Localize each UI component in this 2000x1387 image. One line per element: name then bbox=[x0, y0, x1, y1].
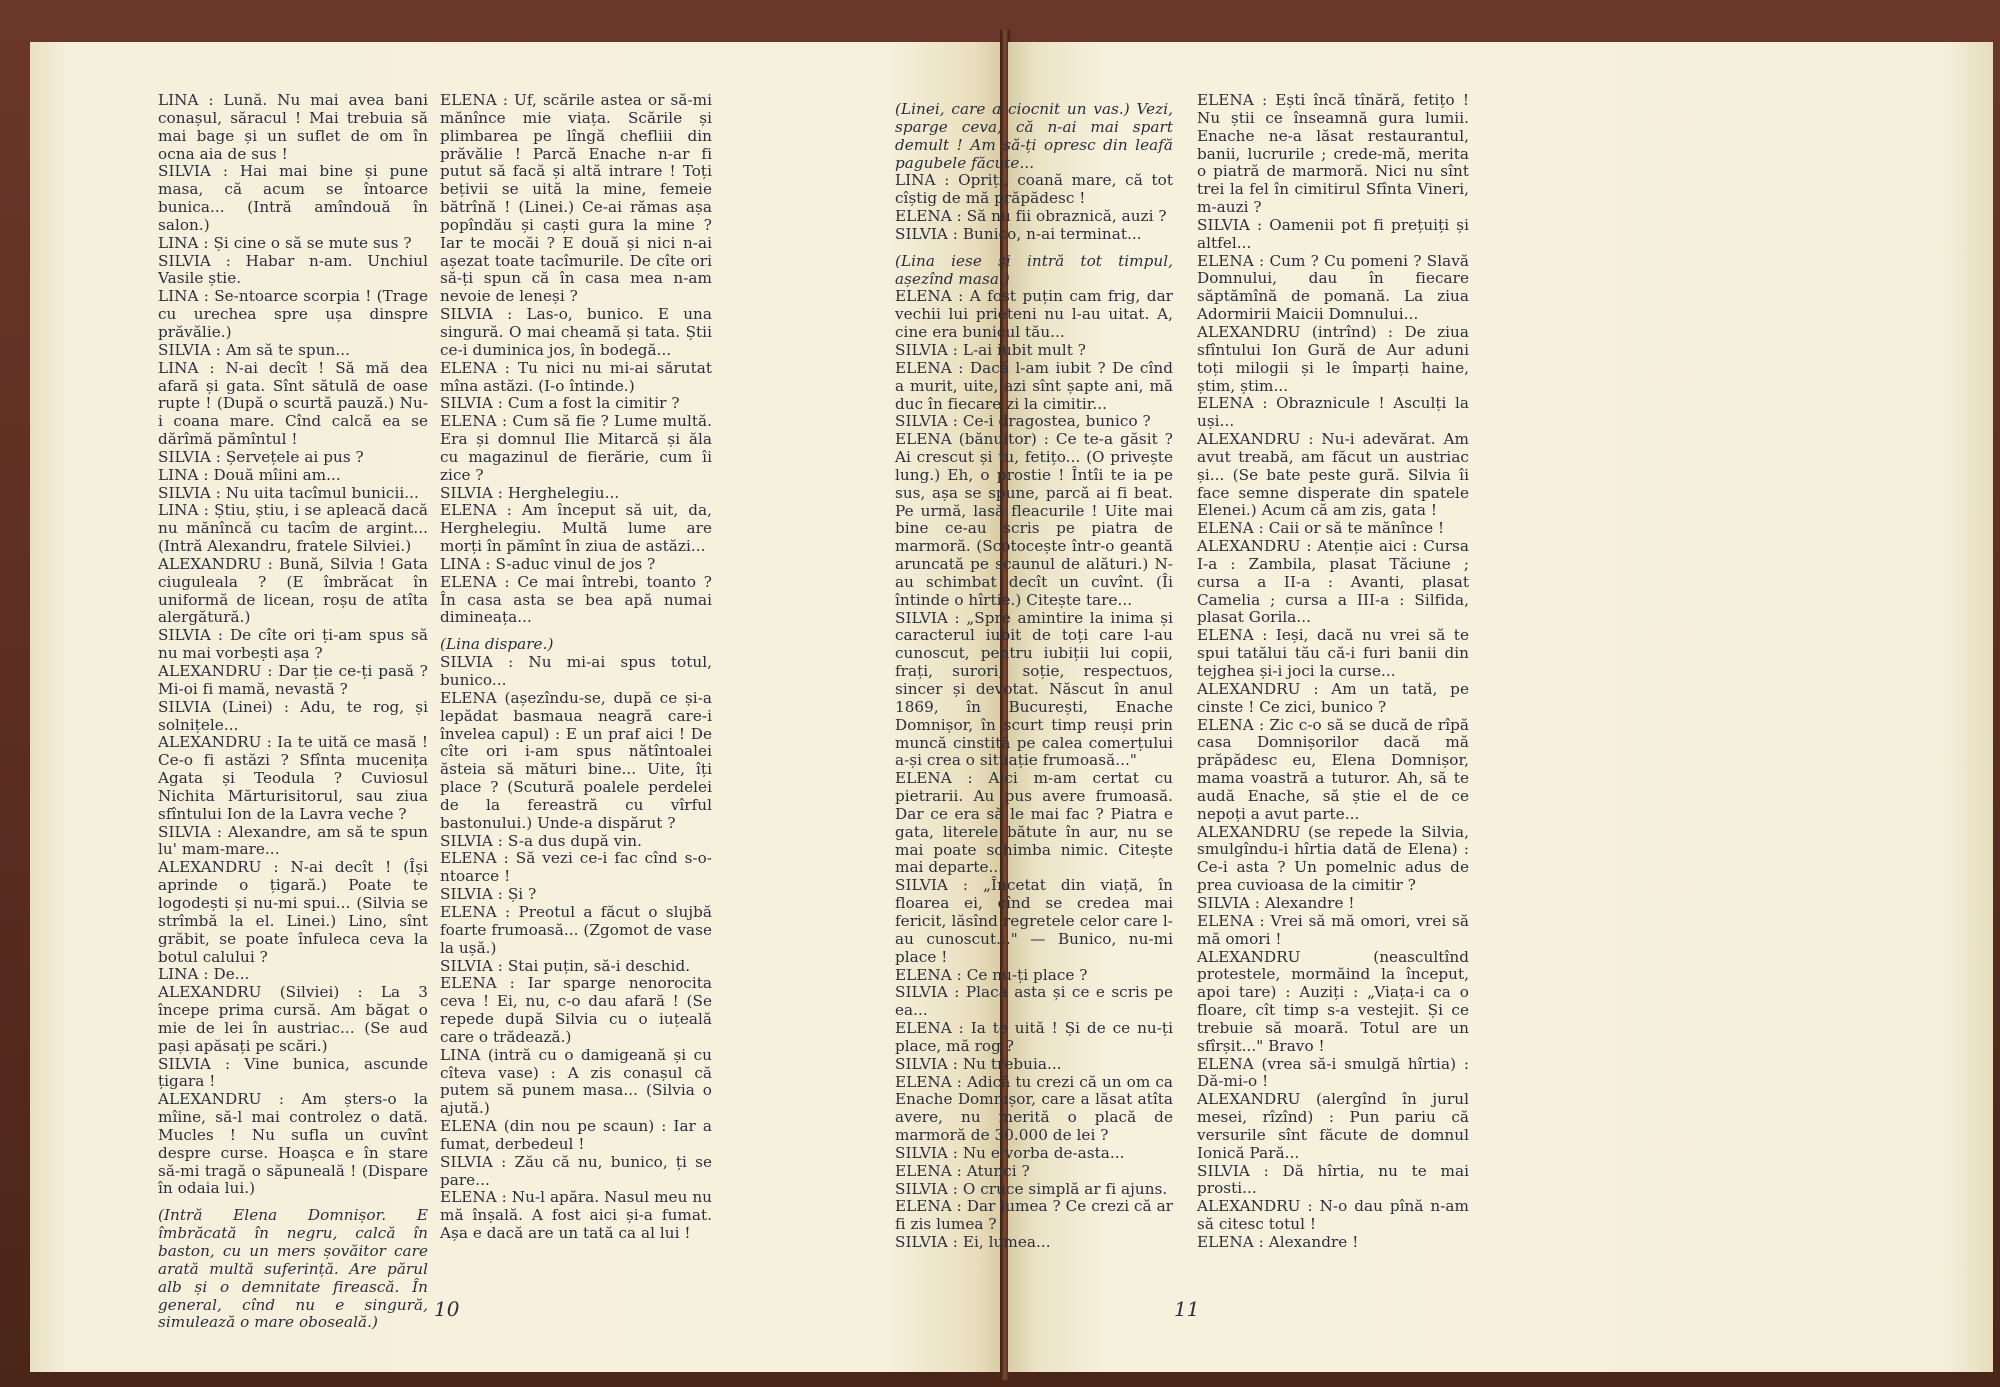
dialogue-line: ELENA : Ce mai întrebi, toanto ? În casa asta se bea apă numai dimineața... bbox=[440, 572, 712, 627]
dialogue-line: ALEXANDRU : Am un tată, pe cinste ! Ce zici, bunico ? bbox=[1197, 679, 1469, 716]
dialogue-line: ELENA : Uf, scările astea or să-mi mănînce mie viața. Scările și plimbarea pe lîngă chefliii din prăvălie ! Parcă Enache n-ar fi putut să facă și altă intrare ! Toți bețivii se uită la mine, femeie bătrînă ! (Linei.) Ce-ai rămas așa popîndău și caști gura la mine ? Iar te mocăi ? E două și nici n-ai așezat toate tacîmurile. De cîte ori să-ți spun că în casa mea n-am nevoie de leneși ? bbox=[440, 91, 712, 306]
dialogue-line: SILVIA : Placa asta și ce e scris pe ea... bbox=[895, 983, 1173, 1020]
dialogue-line: ELENA : Ești încă tînără, fetițo ! Nu știi ce înseamnă gura lumii. Enache ne-a lăsat restaurantul, banii, lucrurile ; crede-mă, merita o piatră de marmoră. Nici nu sînt trei la fel în cimitirul Sfînta Vineri, m-auzi ? bbox=[1197, 91, 1469, 217]
dialogue-line: ELENA (din nou pe scaun) : Iar a fumat, derbedeul ! bbox=[440, 1117, 712, 1153]
dialogue-line: ELENA : Dacă l-am iubit ? De cînd a murit, uite, azi sînt șapte ani, mă duc în fiecare zi la cimitir... bbox=[895, 358, 1173, 413]
column-1 bbox=[158, 92, 428, 1332]
page-number: 10 bbox=[434, 1297, 460, 1321]
dialogue-line: ELENA : A fost puțin cam frig, dar vechii lui prieteni nu l-au uitat. A, cine era bunicul tău... bbox=[895, 287, 1173, 342]
dialogue-line: ELENA : Am început să uit, da, Herghelegiu. Multă lume are morți în pămînt în ziua de astăzi... bbox=[440, 501, 712, 556]
dialogue-line: SILVIA : Nu uita tacîmul bunicii... bbox=[158, 483, 419, 502]
column-4 bbox=[1197, 92, 1469, 1252]
dialogue-line: ELENA : Obraznicule ! Asculți la uși... bbox=[1197, 394, 1469, 431]
dialogue-line: ELENA : Alexandre ! bbox=[1197, 1233, 1359, 1251]
dialogue-line: LINA : Se-ntoarce scorpia ! (Trage cu urechea spre ușa dinspre prăvălie.) bbox=[158, 287, 428, 341]
dialogue-line: ELENA : Zic c-o să se ducă de rîpă casa Domnișorilor dacă mă prăpădesc eu, Elena Domnișor, mama voastră a tuturor. Ah, să te audă Enache, să știe el de ce nepoți a avut parte... bbox=[1197, 715, 1469, 823]
dialogue-line: SILVIA : Vine bunica, ascunde țigara ! bbox=[158, 1054, 428, 1091]
dialogue-line: (Linei, care a ciocnit un vas.) Vezi, sparge ceva, că n-ai mai spart demult ! Am să-ți opresc din leafă pagubele făcute... bbox=[895, 100, 1173, 172]
dialogue-line: ELENA : Iar sparge nenorocita ceva ! Ei, nu, c-o dau afară ! (Se repede după Silvia cu o iuțeală care o trădează.) bbox=[440, 974, 712, 1046]
dialogue-line: ALEXANDRU (Silviei) : La 3 începe prima cursă. Am băgat o mie de lei în austriac... (Se aud pași apăsați pe scări.) bbox=[158, 983, 428, 1055]
dialogue-line: LINA : Știu, știu, i se apleacă dacă nu mănîncă cu tacîm de argint... (Intră Alexandru, fratele Silviei.) bbox=[158, 501, 428, 556]
dialogue-line: LINA : S-aduc vinul de jos ? bbox=[440, 554, 656, 573]
dialogue-line: ELENA : Să vezi ce-i fac cînd s-o-ntoarce ! bbox=[440, 849, 712, 886]
dialogue-line: SILVIA : Și ? bbox=[440, 885, 537, 904]
dialogue-line: ELENA : Nu-l apăra. Nasul meu nu mă înșală. A fost aici și-a fumat. Așa e dacă are un tată ca al lui ! bbox=[440, 1188, 712, 1243]
dialogue-line: ELENA : Vrei să mă omori, vrei să mă omori ! bbox=[1197, 911, 1469, 948]
dialogue-line: SILVIA : Zău că nu, bunico, ți se pare... bbox=[440, 1152, 712, 1189]
dialogue-line: SILVIA : L-ai iubit mult ? bbox=[895, 340, 1086, 359]
dialogue-line: SILVIA (Linei) : Adu, te rog, și solnițele... bbox=[158, 697, 428, 734]
dialogue-line: ELENA : Caii or să te mănînce ! bbox=[1197, 519, 1445, 538]
dialogue-line: (Lina dispare.) bbox=[440, 635, 554, 654]
dialogue-line: SILVIA : S-a dus după vin. bbox=[440, 831, 642, 850]
dialogue-line: SILVIA : Ei, lumea... bbox=[895, 1233, 1051, 1252]
dialogue-line: SILVIA : Oamenii pot fi prețuiți și altfel... bbox=[1197, 215, 1469, 252]
dialogue-line: SILVIA : De cîte ori ți-am spus să nu mai vorbești așa ? bbox=[158, 626, 428, 663]
dialogue-line: SILVIA : „Încetat din viață, în floarea ei, cînd se credea mai fericit, lăsînd regretele celor care l-au cunoscut..." — Bunico, nu-mi place ! bbox=[895, 876, 1173, 966]
dialogue-line: SILVIA : Dă hîrtia, nu te mai prosti... bbox=[1197, 1161, 1469, 1198]
dialogue-line: SILVIA : Herghelegiu... bbox=[440, 483, 620, 502]
dialogue-line: SILVIA : Las-o, bunico. E una singură. O mai cheamă și tata. Știi ce-i duminica jos, în bodegă... bbox=[440, 305, 712, 359]
dialogue-line: LINA : Opriți, coană mare, că tot cîștig de mă prăpădesc ! bbox=[895, 171, 1173, 208]
dialogue-line: SILVIA : Nu mi-ai spus totul, bunico... bbox=[440, 653, 712, 689]
dialogue-line: SILVIA : Am să te spun... bbox=[158, 340, 350, 359]
dialogue-line: SILVIA : „Spre amintire la inima și caracterul iubit de toți care l-au cunoscut, pentru iubiții lui copii, frați, surori, soție, respectuos, sincer și devotat. Născut în anul 1869, în București, Enache Domnișor, în scurt timp reuși prin muncă cinstită pe calea comerțului a-și crea o situație frumoasă..." bbox=[895, 608, 1173, 770]
dialogue-line: ALEXANDRU : Dar ție ce-ți pasă ? Mi-oi fi mamă, nevastă ? bbox=[158, 662, 428, 698]
dialogue-line: ELENA (așezîndu-se, după ce și-a lepădat basmaua neagră care-i învelea capul) : E un praf aici ! De cîte ori i-am spus nătîntoalei ăsteia să mături bine... Uite, îți place ? (Scutură poalele perdelei de la fereastră cu vîrful bastonului.) Unde-a dispărut ? bbox=[440, 688, 712, 832]
dialogue-line: SILVIA : Bunico, n-ai terminat... bbox=[895, 224, 1142, 243]
dialogue-line: ALEXANDRU : Nu-i adevărat. Am avut treabă, am făcut un austriac și... (Se bate peste gură. Silvia îi face semne disperate din spatele Elenei.) Acum că am zis, gata ! bbox=[1197, 430, 1469, 520]
dialogue-line: ALEXANDRU (intrînd) : De ziua sfîntului Ion Gură de Aur aduni toți milogii și le împarți haine, știm, știm... bbox=[1197, 322, 1469, 395]
dialogue-line: SILVIA : Habar n-am. Unchiul Vasile știe. bbox=[158, 251, 428, 288]
dialogue-line: LINA (intră cu o damigeană și cu cîteva vase) : A zis conașul că putem să punem masa... (Silvia o ajută.) bbox=[440, 1045, 712, 1118]
dialogue-line: ALEXANDRU (se repede la Silvia, smulgîndu-i hîrtia dată de Elena) : Ce-i asta ? Un pomelnic adus de prea cuvioasa de la cimitir ? bbox=[1197, 822, 1469, 895]
dialogue-line: ELENA : Preotul a făcut o slujbă foarte frumoasă... (Zgomot de vase la ușă.) bbox=[440, 902, 712, 957]
dialogue-line: ELENA : Să nu fii obraznică, auzi ? bbox=[895, 207, 1167, 226]
dialogue-line: (Lina iese și intră tot timpul, așezînd masa.) bbox=[895, 251, 1173, 288]
dialogue-line: SILVIA : Nu e vorba de-asta... bbox=[895, 1143, 1125, 1162]
column-3 bbox=[895, 92, 1173, 1252]
dialogue-line: ELENA (bănuitor) : Ce te-a găsit ? Ai crescut și tu, fetițo... (O privește lung.) Eh, o prostie ! Întîi te ia pe sus, așa se spune, parcă ai fi beat. Pe urmă, lasă fleacurile ! Uite mai bine ce-au scris pe piatra de marmoră. (Scotocește într-o geantă aruncată pe scaunul de alături.) N-au schimbat decît un cuvînt. (Îi întinde o hîrtie.) Citește tare... bbox=[895, 430, 1173, 609]
dialogue-line: SILVIA : Alexandre, am să te spun lu' mam-mare... bbox=[158, 822, 428, 859]
dialogue-line: ELENA : Cum ? Cu pomeni ? Slavă Domnului, dau în fiecare săptămînă de pomană. La ziua Adormirii Maicii Domnului... bbox=[1197, 251, 1469, 324]
dialogue-line: ALEXANDRU : N-ai decît ! (Își aprinde o țigară.) Poate te logodești și nu-mi spui... (Silvia se strîmbă la el. Linei.) Lino, sînt grăbit, se poate înfuleca ceva la botul calului ? bbox=[158, 858, 428, 966]
page-left bbox=[30, 42, 1002, 1372]
dialogue-line: SILVIA : Cum a fost la cimitir ? bbox=[440, 394, 680, 413]
dialogue-line: ELENA : Cum să fie ? Lume multă. Era și domnul Ilie Mitarcă și ăla cu magazinul de fierărie, cum îi zice ? bbox=[440, 412, 712, 484]
dialogue-line: SILVIA : O cruce simplă ar fi ajuns. bbox=[895, 1179, 1168, 1198]
dialogue-line: ALEXANDRU : Am șters-o la mîine, să-l mai controlez o dată. Mucles ! Nu sufla un cuvînt despre curse. Hoașca e în stare să-mi tragă o săpuneală ! (Dispare în odaia lui.) bbox=[158, 1090, 428, 1198]
dialogue-line: LINA : N-ai decît ! Să mă dea afară și gata. Sînt sătulă de oase rupte ! (După o scurtă pauză.) Nu-i coana mare. Cînd calcă ea se dărîmă pămîntul ! bbox=[158, 358, 428, 449]
dialogue-line: ALEXANDRU : Ia te uită ce masă ! Ce-o fi astăzi ? Sfînta mucenița Agata și Teodula ? Cuviosul Nichita Mărturisitorul, sau ziua sfîntului Ion de la Lavra veche ? bbox=[158, 733, 428, 823]
dialogue-line: ELENA : Adică tu crezi că un om ca Enache Domnișor, care a lăsat atîta avere, nu merită o placă de marmoră de 30.000 de lei ? bbox=[895, 1072, 1173, 1145]
page-number: 11 bbox=[1174, 1297, 1200, 1321]
dialogue-line: ELENA : Aici m-am certat cu pietrarii. Au pus avere frumoasă. Dar ce era să le mai fac ? Piatra e gata, literele bătute în aur, nu se mai poate schimba nimic. Citește mai departe... bbox=[895, 769, 1173, 877]
dialogue-line: ELENA : Ia te uită ! Și de ce nu-ți place, mă rog ? bbox=[895, 1019, 1173, 1055]
dialogue-line: ALEXANDRU : N-o dau pînă n-am să citesc totul ! bbox=[1197, 1197, 1469, 1234]
dialogue-line: SILVIA : Ce-i dragostea, bunico ? bbox=[895, 412, 1151, 431]
column-2 bbox=[440, 92, 712, 1243]
dialogue-line: ALEXANDRU : Bună, Silvia ! Gata ciugulealа ? (E îmbrăcat în uniformă de licean, roșu de atîta alergătură.) bbox=[158, 554, 428, 627]
dialogue-line: ALEXANDRU : Atenție aici : Cursa I-a : Zambila, plasat Tăciune ; cursa a II-a : Avanti, plasat Camelia ; cursa a III-a : Silfida, plasat Gorila... bbox=[1197, 537, 1469, 627]
dialogue-line: SILVIA : Șervețele ai pus ? bbox=[158, 447, 364, 466]
dialogue-line: ELENA (vrea să-i smulgă hîrtia) : Dă-mi-o ! bbox=[1197, 1054, 1469, 1091]
dialogue-line: LINA : De... bbox=[158, 965, 250, 984]
dialogue-line: SILVIA : Hai mai bine și pune masa, că acum se întoarce bunica... (Intră amîndouă în salon.) bbox=[158, 162, 428, 234]
dialogue-line: LINA : Și cine o să se mute sus ? bbox=[158, 233, 412, 252]
dialogue-line: ELENA : Ieși, dacă nu vrei să te spui tatălui tău că-i furi banii din tejghea și-i joci la curse... bbox=[1197, 626, 1469, 680]
dialogue-line: ALEXANDRU (alergînd în jurul mesei, rîzînd) : Pun pariu că versurile sînt făcute de domnul Ionică Pară... bbox=[1197, 1090, 1469, 1162]
dialogue-line: LINA : Lună. Nu mai avea bani conașul, săracul ! Mai trebuia să mai bage și un suflet de om în ocna aia de sus ! bbox=[158, 91, 428, 163]
dialogue-line: ELENA : Atunci ? bbox=[895, 1161, 1030, 1180]
dialogue-line: SILVIA : Alexandre ! bbox=[1197, 893, 1355, 912]
dialogue-line: SILVIA : Nu trebuia... bbox=[895, 1054, 1062, 1073]
dialogue-line: SILVIA : Stai puțin, să-i deschid. bbox=[440, 956, 691, 975]
dialogue-line: LINA : Două mîini am... bbox=[158, 465, 341, 484]
dialogue-line: ALEXANDRU (neascultînd protestele, mormăind la început, apoi tare) : Auziți : „Viața-i ca o floare, cît timp s-a vestejit. Și ce trebuie să moară. Totul are un sfîrșit..." Bravo ! bbox=[1197, 947, 1469, 1055]
dialogue-line: ELENA : Dar lumea ? Ce crezi că ar fi zis lumea ? bbox=[895, 1197, 1173, 1234]
dialogue-line: (Intră Elena Domnișor. E îmbrăcată în negru, calcă în baston, cu un mers șovăitor care arată multă suferință. Are părul alb și o demnitate firească. În general, cînd nu e singură, simulează o mare oboseală.) bbox=[158, 1206, 428, 1332]
page-right bbox=[895, 42, 1993, 1372]
dialogue-line: ELENA : Tu nici nu mi-ai sărutat mîna astăzi. (I-o întinde.) bbox=[440, 358, 712, 395]
dialogue-line: ELENA : Ce nu-ți place ? bbox=[895, 965, 1088, 984]
